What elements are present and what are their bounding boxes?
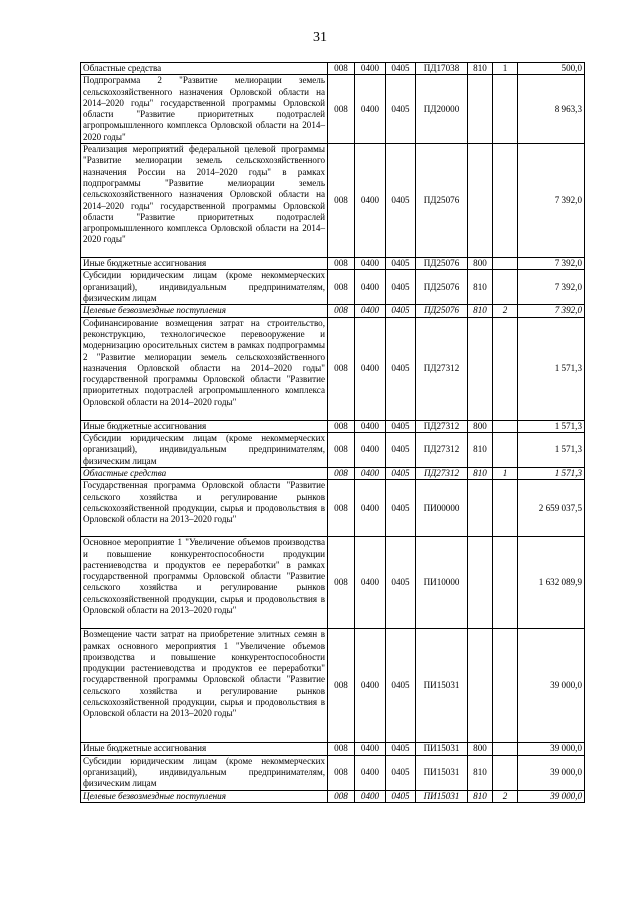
row-ved: 008 xyxy=(328,755,355,790)
row-name: Государственная программа Орловской области "Развитие сельского хозяйства и регулирование рынков сельскохозяйственной продукции, сырья и продовольствия в Орловской области на 2013–2020 годы" xyxy=(81,480,328,537)
row-ved: 008 xyxy=(328,270,355,305)
row-vr: 810 xyxy=(468,270,493,305)
row-pr: 0405 xyxy=(386,755,416,790)
row-ved: 008 xyxy=(328,75,355,144)
table-row xyxy=(81,144,585,258)
row-csr: ПД27312 xyxy=(416,317,468,420)
row-csr: ПИ15031 xyxy=(416,790,468,802)
table-row xyxy=(81,258,585,270)
row-pr: 0405 xyxy=(386,63,416,75)
row-vr: 800 xyxy=(468,258,493,270)
table-row xyxy=(81,743,585,755)
table-row xyxy=(81,305,585,317)
row-pr: 0405 xyxy=(386,270,416,305)
row-src xyxy=(493,629,518,743)
row-csr: ПД20000 xyxy=(416,75,468,144)
table-row xyxy=(81,270,585,305)
row-ved: 008 xyxy=(328,317,355,420)
row-pr: 0405 xyxy=(386,258,416,270)
row-name: Целевые безвозмездные поступления xyxy=(81,790,328,802)
row-csr: ПИ00000 xyxy=(416,480,468,537)
row-csr: ПД25076 xyxy=(416,144,468,258)
row-pr: 0405 xyxy=(386,629,416,743)
row-csr: ПД27312 xyxy=(416,432,468,467)
row-csr: ПД25076 xyxy=(416,305,468,317)
table-row xyxy=(81,629,585,743)
row-rz: 0400 xyxy=(355,790,386,802)
row-vr xyxy=(468,480,493,537)
row-src: 2 xyxy=(493,790,518,802)
row-src xyxy=(493,743,518,755)
row-vr: 810 xyxy=(468,305,493,317)
row-vr: 810 xyxy=(468,63,493,75)
row-src xyxy=(493,432,518,467)
row-pr: 0405 xyxy=(386,467,416,479)
page-number: 31 xyxy=(313,30,327,45)
row-csr: ПД25076 xyxy=(416,258,468,270)
row-name: Иные бюджетные ассигнования xyxy=(81,258,328,270)
row-src xyxy=(493,420,518,432)
row-sum: 8 963,3 xyxy=(518,75,585,144)
row-csr: ПИ15031 xyxy=(416,755,468,790)
table-body xyxy=(81,63,585,803)
row-vr: 810 xyxy=(468,755,493,790)
row-vr xyxy=(468,75,493,144)
row-rz: 0400 xyxy=(355,317,386,420)
table-row xyxy=(81,432,585,467)
row-ved: 008 xyxy=(328,63,355,75)
row-ved: 008 xyxy=(328,790,355,802)
table-row xyxy=(81,537,585,629)
row-name: Реализация мероприятий федеральной целевой программы "Развитие мелиорации земель сельскохозяйственного назначения России на 2014–2020 годы" в рамках подпрограммы "Развитие мелиорации земель сельскохозяйственного назначения Орловской области на 2014–2020 годы" государственной программы Орловской области "Развитие приоритетных подотраслей агропромышленного комплекса Орловской области на 2014–2020 годы" xyxy=(81,144,328,258)
budget-table xyxy=(80,62,585,803)
row-src xyxy=(493,317,518,420)
table-row xyxy=(81,790,585,802)
row-sum: 2 659 037,5 xyxy=(518,480,585,537)
table-row xyxy=(81,480,585,537)
row-vr: 810 xyxy=(468,790,493,802)
row-vr: 800 xyxy=(468,420,493,432)
row-pr: 0405 xyxy=(386,790,416,802)
row-src xyxy=(493,144,518,258)
row-sum: 7 392,0 xyxy=(518,270,585,305)
row-csr: ПД17038 xyxy=(416,63,468,75)
row-src xyxy=(493,537,518,629)
row-src xyxy=(493,270,518,305)
row-sum: 1 571,3 xyxy=(518,467,585,479)
row-src: 1 xyxy=(493,63,518,75)
row-pr: 0405 xyxy=(386,305,416,317)
row-ved: 008 xyxy=(328,467,355,479)
row-name: Субсидии юридическим лицам (кроме некоммерческих организаций), индивидуальным предпринимателям, физическим лицам xyxy=(81,432,328,467)
row-sum: 39 000,0 xyxy=(518,790,585,802)
row-sum: 7 392,0 xyxy=(518,305,585,317)
row-rz: 0400 xyxy=(355,432,386,467)
row-name: Иные бюджетные ассигнования xyxy=(81,420,328,432)
row-sum: 1 571,3 xyxy=(518,420,585,432)
row-name: Субсидии юридическим лицам (кроме некоммерческих организаций), индивидуальным предпринимателям, физическим лицам xyxy=(81,270,328,305)
row-name: Субсидии юридическим лицам (кроме некоммерческих организаций), индивидуальным предпринимателям, физическим лицам xyxy=(81,755,328,790)
row-rz: 0400 xyxy=(355,480,386,537)
row-name: Основное мероприятие 1 "Увеличение объемов производства и повышение конкурентоспособности продукции растениеводства и продуктов ее переработки" в рамках государственной программы Орловской области "Развитие сельского хозяйства и регулирование рынков сельскохозяйственной продукции, сырья и продовольствия в Орловской области на 2013–2020 годы" xyxy=(81,537,328,629)
row-rz: 0400 xyxy=(355,755,386,790)
row-sum: 39 000,0 xyxy=(518,629,585,743)
row-name: Подпрограмма 2 "Развитие мелиорации земель сельскохозяйственного назначения Орловской области на 2014–2020 годы" государственной программы Орловской области "Развитие приоритетных подотраслей агропромышленного комплекса Орловской области на 2014–2020 годы" xyxy=(81,75,328,144)
row-src xyxy=(493,480,518,537)
row-pr: 0405 xyxy=(386,144,416,258)
row-sum: 39 000,0 xyxy=(518,755,585,790)
row-src xyxy=(493,755,518,790)
row-ved: 008 xyxy=(328,537,355,629)
row-vr xyxy=(468,317,493,420)
row-ved: 008 xyxy=(328,480,355,537)
row-ved: 008 xyxy=(328,432,355,467)
row-rz: 0400 xyxy=(355,743,386,755)
row-name: Областные средства xyxy=(81,63,328,75)
row-name: Возмещение части затрат на приобретение элитных семян в рамках основного мероприятия 1 "Увеличение объемов производства и повышение конкурентоспособности продукции растениеводства и продуктов ее переработки" государственной программы Орловской области "Развитие сельского хозяйства и регулирование рынков сельскохозяйственной продукции, сырья и продовольствия в Орловской области на 2013–2020 годы" xyxy=(81,629,328,743)
row-rz: 0400 xyxy=(355,144,386,258)
row-rz: 0400 xyxy=(355,467,386,479)
row-src: 2 xyxy=(493,305,518,317)
row-rz: 0400 xyxy=(355,75,386,144)
row-name: Областные средства xyxy=(81,467,328,479)
row-ved: 008 xyxy=(328,420,355,432)
row-pr: 0405 xyxy=(386,317,416,420)
row-name: Целевые безвозмездные поступления xyxy=(81,305,328,317)
row-sum: 7 392,0 xyxy=(518,258,585,270)
row-rz: 0400 xyxy=(355,270,386,305)
row-pr: 0405 xyxy=(386,743,416,755)
row-rz: 0400 xyxy=(355,63,386,75)
row-rz: 0400 xyxy=(355,537,386,629)
row-vr: 810 xyxy=(468,432,493,467)
row-rz: 0400 xyxy=(355,258,386,270)
row-vr: 800 xyxy=(468,743,493,755)
row-pr: 0405 xyxy=(386,537,416,629)
table-row xyxy=(81,63,585,75)
row-pr: 0405 xyxy=(386,420,416,432)
row-sum: 1 632 089,9 xyxy=(518,537,585,629)
row-rz: 0400 xyxy=(355,420,386,432)
row-name: Софинансирование возмещения затрат на строительство, реконструкцию, технологическое перевооружение и модернизацию оросительных систем в рамках подпрограммы 2 "Развитие мелиорации земель сельскохозяйственного назначения Орловской области на 2014–2020 годы" государственной программы Орловской области "Развитие приоритетных подотраслей агропромышленного комплекса Орловской области на 2014–2020 годы" xyxy=(81,317,328,420)
table-row xyxy=(81,317,585,420)
table-row xyxy=(81,467,585,479)
table-row xyxy=(81,420,585,432)
row-csr: ПИ15031 xyxy=(416,743,468,755)
row-vr xyxy=(468,537,493,629)
row-rz: 0400 xyxy=(355,305,386,317)
row-sum: 1 571,3 xyxy=(518,317,585,420)
row-src: 1 xyxy=(493,467,518,479)
row-pr: 0405 xyxy=(386,75,416,144)
row-vr xyxy=(468,629,493,743)
row-ved: 008 xyxy=(328,629,355,743)
row-sum: 7 392,0 xyxy=(518,144,585,258)
table-row xyxy=(81,75,585,144)
row-sum: 39 000,0 xyxy=(518,743,585,755)
row-name: Иные бюджетные ассигнования xyxy=(81,743,328,755)
row-ved: 008 xyxy=(328,305,355,317)
row-vr: 810 xyxy=(468,467,493,479)
row-csr: ПД27312 xyxy=(416,467,468,479)
row-ved: 008 xyxy=(328,743,355,755)
row-pr: 0405 xyxy=(386,480,416,537)
row-ved: 008 xyxy=(328,144,355,258)
row-ved: 008 xyxy=(328,258,355,270)
row-vr xyxy=(468,144,493,258)
row-sum: 1 571,3 xyxy=(518,432,585,467)
row-src xyxy=(493,75,518,144)
row-pr: 0405 xyxy=(386,432,416,467)
row-sum: 500,0 xyxy=(518,63,585,75)
row-csr: ПД25076 xyxy=(416,270,468,305)
row-csr: ПИ15031 xyxy=(416,629,468,743)
row-rz: 0400 xyxy=(355,629,386,743)
row-csr: ПИ10000 xyxy=(416,537,468,629)
row-src xyxy=(493,258,518,270)
row-csr: ПД27312 xyxy=(416,420,468,432)
table-row xyxy=(81,755,585,790)
